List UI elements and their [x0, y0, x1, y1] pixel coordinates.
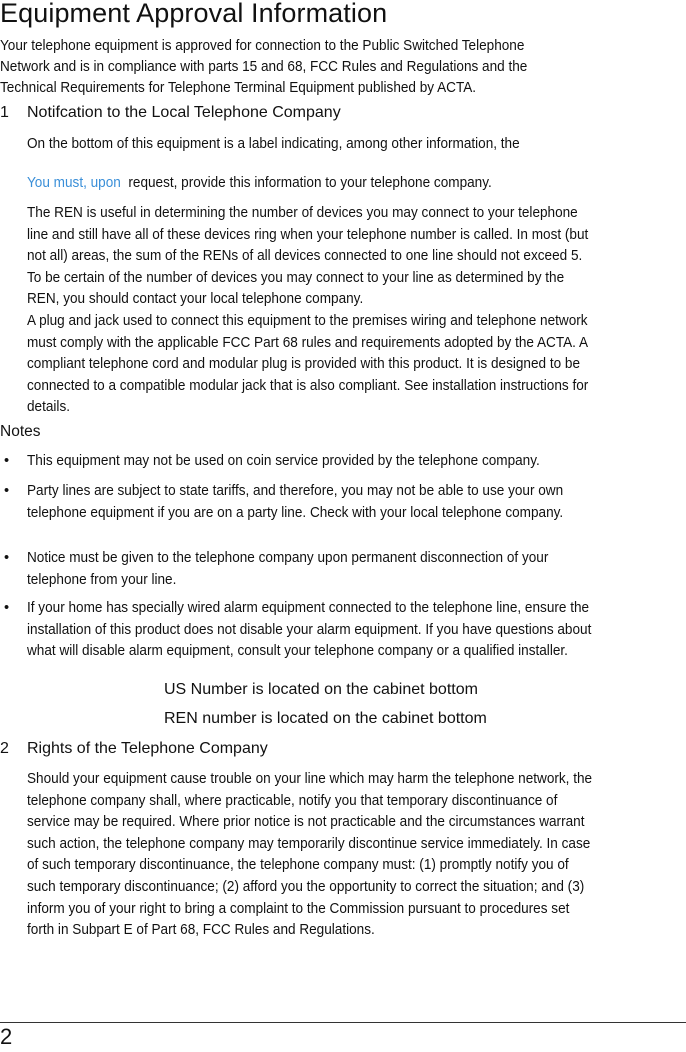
section-1-paragraph-4: A plug and jack used to connect this equipment to the premises wiring and telephone network must comply with the applicable FCC Part 68 rules and requirements adopted by the ACTA. A compliant telephone cord and modular plug is provided with this product. It is designed to be connected to a compatible modular jack that is also compliant. See installation instructions for details. [27, 313, 589, 416]
page-number: 2 [0, 1024, 13, 1049]
note-text: Party lines are subject to state tariffs, and therefore, you may not be able to use your own telephone equipment if you are on a party line. Check with your local telephone company. [27, 483, 564, 521]
intro-paragraph: Your telephone equipment is approved for connection to the Public Switched Telephone Network and is in compliance with parts 15 and 68, FCC Rules and Regulations and the Technical Requirements for Telephone Terminal Equipment published by ACTA. [0, 38, 528, 96]
bullet-icon: • [4, 600, 10, 616]
bullet-icon: • [4, 550, 10, 566]
section-1-paragraph-2-text: request, provide this information to your telephone company. [128, 175, 492, 191]
section-2-title: Rights of the Telephone Company [27, 740, 268, 757]
page-title: Equipment Approval Information [0, 0, 388, 28]
us-number-line: US Number is located on the cabinet bottom [164, 681, 478, 698]
bullet-icon: • [4, 453, 10, 469]
notes-heading: Notes [0, 423, 41, 440]
section-1-paragraph-2 [27, 173, 596, 195]
section-1-title: Notifcation to the Local Telephone Company [27, 104, 341, 121]
ren-number-line: REN number is located on the cabinet bottom [164, 710, 487, 727]
footer-divider [0, 1022, 686, 1023]
note-text: This equipment may not be used on coin service provided by the telephone company. [27, 453, 540, 469]
bullet-icon: • [4, 483, 10, 499]
note-text: Notice must be given to the telephone company upon permanent disconnection of your telephone from your line. [27, 550, 549, 588]
section-1-paragraph-3: The REN is useful in determining the number of devices you may connect to your telephone line and still have all of these devices ring when your telephone number is called. In most (but not all) areas, the sum of the RENs of all devices connected to one line should not exceed 5. To be certain of the number of devices you may connect to your line as determined by the REN, you should contact your local telephone company. [27, 205, 589, 308]
blue-placeholder-text: You must, upon [27, 175, 121, 191]
note-text: If your home has specially wired alarm equipment connected to the telephone line, ensure the installation of this product does not disable your alarm equipment. If you have questions about what will disable alarm equipment, consult your telephone company or a qualified installer. [27, 600, 592, 660]
section-1-number: 1 [0, 104, 9, 121]
section-1-paragraph-1: On the bottom of this equipment is a label indicating, among other information, the [27, 136, 520, 152]
section-2-paragraph-1: Should your equipment cause trouble on your line which may harm the telephone network, the telephone company shall, where practicable, notify you that temporary discontinuance of service may be required. Where prior notice is not practicable and the circumstances warrant such action, the telephone company may temporarily discontinue service immediately. In case of such temporary discontinuance, the telephone company must: (1) promptly notify you of such temporary discontinuance; (2) afford you the opportunity to correct the situation; and (3) inform you of your right to bring a complaint to the Commission pursuant to procedures set forth in Subpart E of Part 68, FCC Rules and Regulations. [27, 771, 593, 939]
section-2-heading [0, 740, 268, 758]
section-1-heading [0, 104, 341, 122]
section-2-number: 2 [0, 740, 9, 757]
